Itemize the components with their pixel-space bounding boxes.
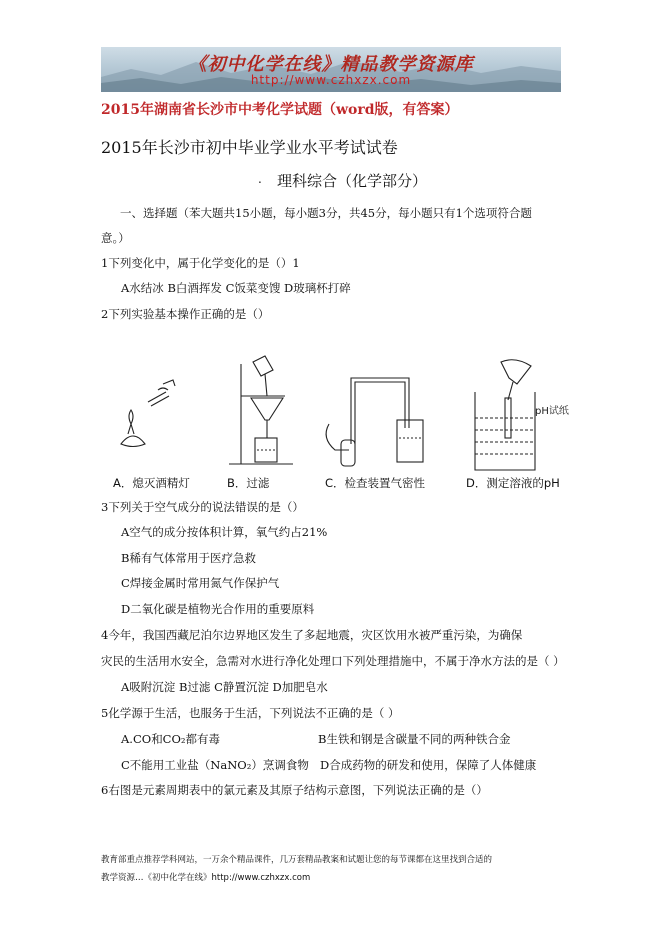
q5-stem: 5化学源于生活，也服务于生活，下列说法不正确的是（ ） <box>101 706 400 720</box>
q6-stem: 6右图是元素周期表中的氯元素及其原子结构示意图，下列说法正确的是（） <box>101 783 488 797</box>
header-banner <box>101 47 561 92</box>
q3-option-d: D二氧化碳是植物光合作用的重要原料 <box>121 602 315 616</box>
q4-stem-line1: 4今年，我国西藏尼泊尔边界地区发生了多起地震，灾区饮用水被严重污染，为确保 <box>101 628 523 642</box>
alcohol-lamp-icon <box>121 380 175 447</box>
exam-subtitle: 理科综合（化学部分） <box>277 172 428 190</box>
q1-stem: 1下列变化中，属于化学变化的是（）1 <box>101 256 300 270</box>
q2-stem: 2下列实验基本操作正确的是（） <box>101 307 270 321</box>
footer-line1: 教育部重点推荐学科网站，一万余个精品课件，几万套精品教案和试题让您的每节课都在这里找到合适的 <box>101 855 493 865</box>
filter-funnel-icon <box>229 356 293 464</box>
q5-option-a: A.CO和CO₂都有毒 <box>121 732 221 746</box>
banner-url[interactable]: http://www.czhxzx.com <box>250 73 412 87</box>
ph-paper-label: pH试纸 <box>535 406 569 417</box>
subtitle-dot: . <box>258 172 262 186</box>
q5-option-c: C不能用工业盐（NaNO₂）烹调食物 <box>121 758 309 772</box>
q2-caption-c: C．检查装置气密性 <box>325 476 426 490</box>
ph-test-beaker-icon <box>475 360 535 470</box>
section-heading-line1: 一、选择题（苯大题共15小题，每小题3分，共45分，每小题只有1个选项符合题 <box>120 206 532 220</box>
q2-caption-d: D．测定溶液的pH <box>466 476 560 490</box>
exam-title: 2015年长沙市初中毕业学业水平考试试卷 <box>101 138 398 157</box>
q3-option-b: B稀有气体常用于医疗急救 <box>121 551 256 565</box>
q3-option-c: C焊接金属时常用氮气作保护气 <box>121 576 280 590</box>
q5-option-b: B生铁和钢是含碳量不同的两种铁合金 <box>318 732 511 746</box>
q5-option-d: D合成药物的研发和使用，保障了人体健康 <box>320 758 537 772</box>
q4-options: A吸附沉淀 B过滤 C静置沉淀 D加肥皂水 <box>121 680 328 694</box>
q3-stem: 3下列关于空气成分的说法错误的是（） <box>101 500 304 514</box>
section-heading-line2: 意。） <box>101 231 130 245</box>
gas-tightness-apparatus-icon <box>326 378 423 466</box>
q2-apparatus-figure <box>103 354 593 494</box>
q1-options: A水结冰 B白酒挥发 C饭菜变馊 D玻璃杯打碎 <box>121 281 351 295</box>
q3-option-a: A空气的成分按体积计算，氧气约占21% <box>121 525 328 539</box>
document-title: 2015年湖南省长沙市中考化学试题（word版，有答案） <box>101 102 459 118</box>
q4-stem-line2: 灾民的生活用水安全，急需对水进行净化处理口下列处理措施中，不属于净水方法的是（ ） <box>101 654 565 668</box>
q2-caption-a: A．熄灭酒精灯 <box>113 476 190 490</box>
banner-title: 《初中化学在线》精品教学资源库 <box>188 54 474 75</box>
footer-line2[interactable]: 教学资源…《初中化学在线》http://www.czhxzx.com <box>101 873 311 883</box>
q2-caption-b: B．过滤 <box>227 476 270 490</box>
